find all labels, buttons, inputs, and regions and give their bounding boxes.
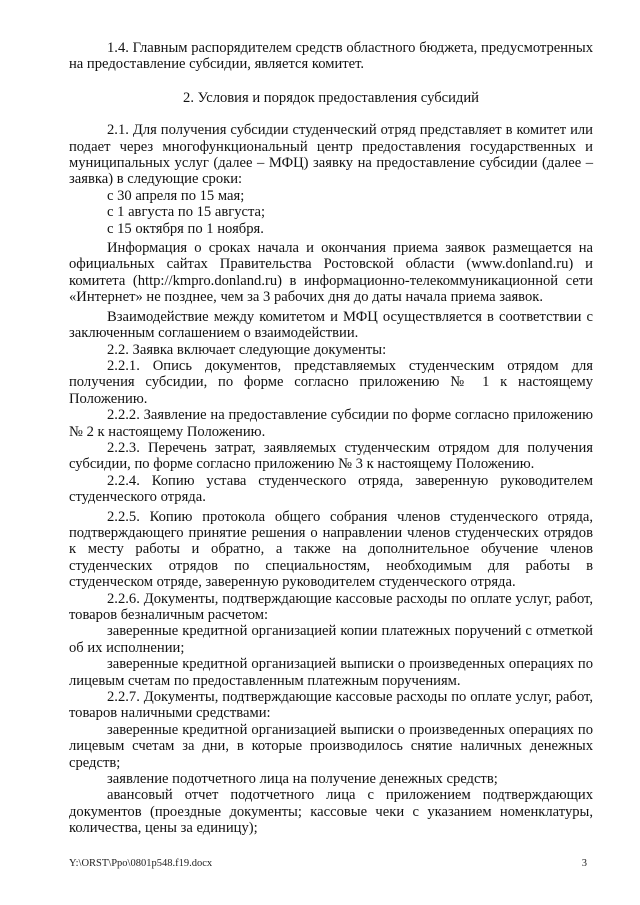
paragraph-2-2-3: 2.2.3. Перечень затрат, заявляемых студенческим отрядом для получения субсидии, по форме согласно приложению № 3 к настоящему Положению.: [69, 439, 593, 473]
paragraph-2-2: 2.2. Заявка включает следующие документы:: [107, 341, 387, 358]
document-body: [69, 40, 593, 837]
section-heading: 2. Условия и порядок предоставления субсидий: [183, 89, 479, 106]
file-path: Y:\ORST\Ppo\0801p548.f19.docx: [69, 858, 213, 869]
paragraph-2-2-1: 2.2.1. Опись документов, представляемых студенческим отрядом для получения субсидии, по форме согласно приложению № 1 к настоящему Положению.: [69, 357, 593, 407]
paragraph-1-4: 1.4. Главным распорядителем средств областного бюджета, предусмотренных на предоставление субсидии, является комитет.: [69, 40, 593, 73]
page-footer: [69, 856, 593, 870]
paragraph-2-2-4: 2.2.4. Копию устава студенческого отряда, заверенную руководителем студенческого отряда.: [69, 472, 593, 506]
list-item: заверенные кредитной организацией выписки о произведенных операциях по лицевым счетам за дни, в которые производилось снятие наличных денежных средств;: [69, 721, 593, 771]
list-item: заверенные кредитной организацией копии платежных поручений с отметкой об их исполнении;: [69, 623, 593, 656]
paragraph-2-2-7: 2.2.7. Документы, подтверждающие кассовые расходы по оплате услуг, работ, товаров наличными средствами:: [69, 689, 593, 722]
list-item: авансовый отчет подотчетного лица с приложением подтверждающих документов (проездные документы; кассовые чеки с указанием номенклатуры, количества, цены за единицу);: [69, 787, 593, 837]
list-item: заверенные кредитной организацией выписки о произведенных операциях по лицевым счетам по предоставленным платежным поручениям.: [69, 656, 593, 689]
page-number: 3: [581, 858, 587, 869]
deadline-item: с 15 октября по 1 ноября.: [107, 220, 264, 237]
paragraph-2-1: 2.1. Для получения субсидии студенческий отряд представляет в комитет или подает через многофункциональный центр предоставления государственных и муниципальных услуг (далее – МФЦ) заявку на предоставление субсидии (далее – заявка) в следующие сроки:: [69, 122, 593, 188]
paragraph-2-2-2: 2.2.2. Заявление на предоставление субсидии по форме согласно приложению № 2 к настоящему Положению.: [69, 407, 593, 440]
deadline-item: с 30 апреля по 15 мая;: [107, 187, 245, 204]
paragraph-2-2-5: 2.2.5. Копию протокола общего собрания членов студенческого отряда, подтверждающего принятие решения о направлении членов студенческих отрядов к месту работы и обратно, а также на дополнительное обучение членов студенческих отрядов по специальностям, необходимым для работы в студенческом отряде, заверенную руководителем студенческого отряда.: [69, 508, 593, 591]
deadline-item: с 1 августа по 15 августа;: [107, 204, 266, 221]
paragraph-info-websites: Информация о сроках начала и окончания приема заявок размещается на официальных сайтах Правительства Ростовской области (www.donland.ru) и комитета (http://kmpro.donland.ru) в информационно-телекоммуникационной сети «Интернет» не позднее, чем за 3 рабочих дня до даты начала приема заявок.: [69, 240, 593, 306]
paragraph-interaction: Взаимодействие между комитетом и МФЦ осуществляется в соответствии с заключенным соглашением о взаимодействии.: [69, 308, 593, 342]
paragraph-2-2-6: 2.2.6. Документы, подтверждающие кассовые расходы по оплате услуг, работ, товаров безналичным расчетом:: [69, 590, 593, 623]
list-item: заявление подотчетного лица на получение денежных средств;: [107, 771, 498, 788]
